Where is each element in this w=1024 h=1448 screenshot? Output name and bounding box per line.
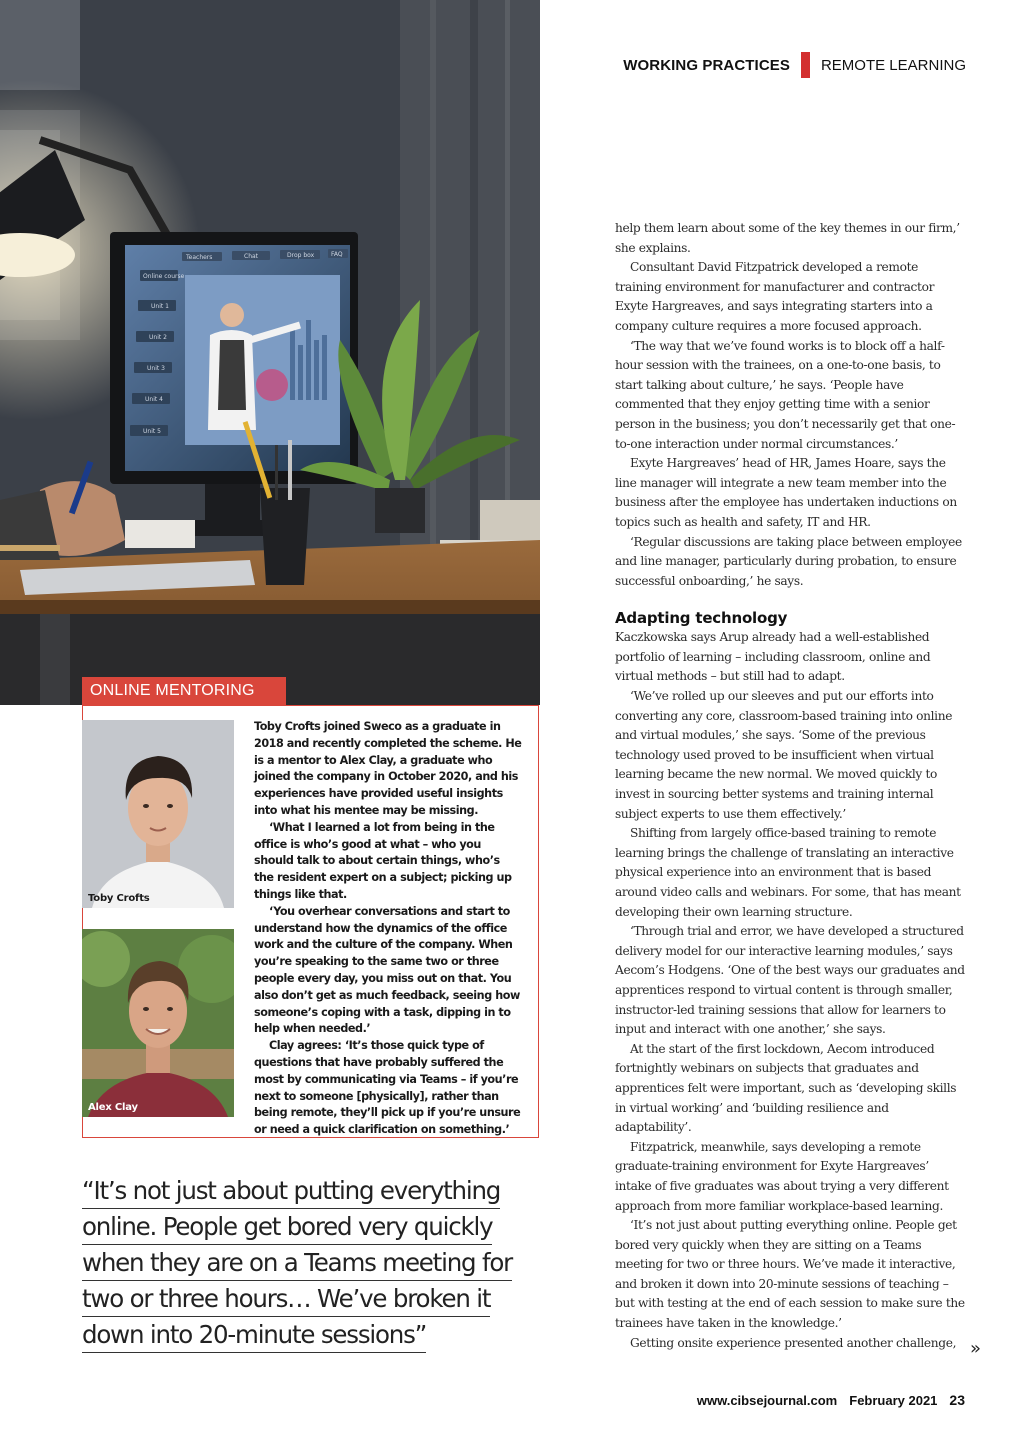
article-paragraph: Getting onsite experience presented another challenge,	[630, 1335, 957, 1350]
portrait-alex-clay	[82, 929, 234, 1117]
article-paragraph: help them learn about some of the key themes in our firm,’ she explains.	[615, 221, 960, 255]
article-paragraph: Consultant David Fitzpatrick developed a remote training environment for manufacturer and contractor Exyte Hargreaves, and says integrating starters into a company culture requires a more focused approach.	[615, 260, 935, 333]
sidebar-label: ONLINE MENTORING	[82, 677, 286, 705]
portrait-image	[82, 929, 234, 1117]
pull-quote-line: down into 20-minute sessions”	[82, 1317, 426, 1353]
hero-photo	[0, 0, 540, 705]
article-paragraph: ‘It’s not just about putting everything online. People get bored very quickly when they are sitting on a Teams meeting for two or three hours. We’ve made it interactive, and broken it down into 20-minute sessions of teaching – but with testing at the end of each session to make sure the trainees have taken in the knowledge.’	[615, 1218, 965, 1331]
monitor-tab: FAQ	[331, 251, 343, 258]
monitor-menu-item: Unit 5	[143, 428, 161, 435]
monitor-menu-item: Online course	[143, 273, 185, 280]
section-label: WORKING PRACTICES	[623, 56, 790, 74]
portrait-caption: Toby Crofts	[88, 893, 150, 904]
footer-url: www.cibsejournal.com	[696, 1393, 838, 1408]
article-paragraph: Shifting from largely office-based training to remote learning brings the challenge of translating an interactive physical experience into an environment that is based around video calls and webinars. For some, that has meant developing their own learning structure.	[615, 826, 961, 919]
article-paragraph: Fitzpatrick, meanwhile, says developing a remote graduate-training environment for Exyte Hargreaves’ intake of five graduates was about trying a very different approach from more familiar workplace-based learning.	[615, 1139, 949, 1213]
article-paragraph: ‘The way that we’ve found works is to block off a half-hour session with the trainees, on a one-to-one basis, to start talking about culture,’ he says. ‘People have commented that they enjoy getting time with a senior person in the business; you don’t necessarily get that one-to-one interaction under normal circumstances.’	[615, 338, 956, 451]
pull-quote-line: online. People get bored very quickly	[82, 1209, 492, 1245]
article-paragraph: At the start of the first lockdown, Aecom introduced fortnightly webinars on subjects that graduates and apprentices felt were important, such as ‘developing skills in virtual working’ and ‘building resilience and adaptability’.	[615, 1041, 957, 1135]
article-paragraph: ‘Regular discussions are taking place between employee and line manager, particularly during probation, to ensure successful onboarding,’ he says.	[615, 534, 962, 588]
article-subheading: Adapting technology	[615, 609, 788, 628]
article-paragraph: ‘Through trial and error, we have developed a structured delivery model for our interactive learning modules,’ says Aecom’s Hodgens. ‘One of the best ways our graduates and apprentices respond to virtual content is through smaller, instructor-led training sessions that allow for learners to input and interact with one another,’ she says.	[615, 924, 965, 1037]
monitor-tab: Chat	[244, 253, 259, 260]
portrait-caption: Alex Clay	[88, 1102, 138, 1113]
sidebar-paragraph: Clay agrees: ‘It’s those quick type of questions that have probably suffered the most by communicating via Teams – if you’re next to someone [physically], rather than being remote, they’ll pick up if you’re unsure or need a quick clarification on something.’	[254, 1039, 521, 1137]
page-number: 23	[949, 1392, 965, 1408]
article-paragraph: Exyte Hargreaves’ head of HR, James Hoare, says the line manager will integrate a new team member into the business after the employee has undertaken inductions on topics such as health and safety, IT and HR.	[615, 456, 957, 529]
hero-illustration	[0, 0, 540, 705]
article-paragraph: ‘We’ve rolled up our sleeves and put our efforts into converting any core, classroom-based training into online and virtual modules,’ she says. ‘Some of the previous technology used proved to be insufficient when virtual learning became the new normal. We moved quickly to invest in sourcing better systems and training internal subject experts to use them effectively.’	[615, 689, 953, 821]
sidebar-paragraph: ‘You overhear conversations and start to understand how the dynamics of the office work and the culture of the company. When you’re speaking to the same two or three people every day, you miss out on that. You also don’t get as much feedback, seeing how someone’s coping with a task, dipping in to help when needed.’	[254, 904, 520, 1036]
sidebar-paragraph: Toby Crofts joined Sweco as a graduate in 2018 and recently completed the scheme. He is a mentor to Alex Clay, a graduate who joined the company in October 2020, and his experiences have provided useful insights into what his mentee may be missing.	[254, 720, 522, 817]
monitor-menu-item: Unit 2	[149, 334, 167, 341]
subsection-label: REMOTE LEARNING	[820, 56, 966, 74]
monitor-menu-item: Unit 4	[145, 396, 163, 403]
monitor-tab: Drop box	[287, 252, 315, 259]
sidebar-text	[254, 719, 522, 1139]
pull-quote-line: “It’s not just about putting everything	[82, 1173, 500, 1209]
monitor-menu-item: Unit 1	[151, 303, 169, 310]
portrait-toby-crofts	[82, 720, 234, 908]
sidebar-paragraph: ‘What I learned a lot from being in the office is who’s good at what – who you should talk to about certain things, who’s the resident expert on a subject; picking up things like that.	[254, 820, 512, 901]
article-paragraph: Kaczkowska says Arup already had a well-established portfolio of learning – including classroom, online and virtual methods – but still had to adapt.	[615, 630, 931, 684]
pull-quote-line: when they are on a Teams meeting for	[82, 1245, 512, 1281]
article-column	[615, 219, 965, 1353]
page-footer	[697, 1392, 965, 1408]
monitor-tab: Teachers	[186, 254, 213, 261]
portrait-image	[82, 720, 234, 908]
footer-date: February 2021	[849, 1393, 938, 1408]
pull-quote-line: two or three hours… We’ve broken it	[82, 1281, 490, 1317]
continue-arrow-icon: »	[970, 1338, 982, 1359]
pull-quote	[82, 1173, 522, 1353]
monitor-menu-item: Unit 3	[147, 365, 165, 372]
section-header	[623, 52, 966, 78]
header-divider	[801, 52, 810, 78]
